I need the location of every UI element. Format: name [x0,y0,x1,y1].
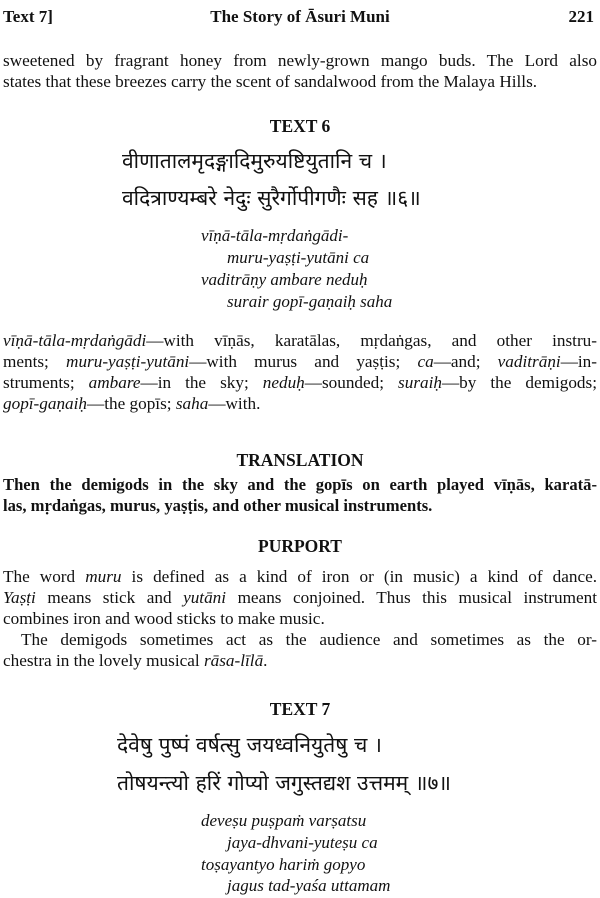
running-header-title: The Story of Āsuri Muni [210,7,390,26]
purport-fragment: is defined as a kind of iron or (in music) a kind of dance. [121,567,597,586]
purport-fragment: means stick and [35,588,184,607]
synonym-term: ca [417,352,434,371]
purport-line-3: combines iron and wood sticks to make music. [3,609,325,628]
text-7-translit-line-4: jagus tad-yaśa uttamam [227,876,391,895]
purport-line-5 [3,650,597,671]
synonym-definition: —in- [560,352,597,371]
purport-term: rāsa-līlā [203,651,264,670]
synonym-term: gopī-gaṇaiḥ [3,394,88,413]
synonym-definition: —with. [208,394,261,413]
purport-line-1 [3,566,597,587]
synonym-term: saha [175,394,209,413]
text-6-translit-line-3: vaditrāṇy ambare neduḥ [201,270,368,289]
synonym-term: vīṇā-tāla-mṛdaṅgādi [3,331,147,350]
translation-line-1: Then the demigods in the sky and the gopīs on earth played vīṇās, karatā- [3,475,597,494]
text-6-synonyms [3,330,597,414]
text-7-translit-line-2: jaya-dhvani-yuteṣu ca [227,833,378,852]
text-7-translit-line-3: toṣayantyo hariṁ gopyo [201,855,366,874]
purport-fragment: The word [3,567,86,586]
synonyms-line-1 [3,330,597,351]
synonym-definition: struments; [3,373,89,392]
synonym-term: vaditrāṇi [497,352,561,371]
purport-fragment: . [263,651,268,670]
text-6-devanagari-line-2: वदित्राण्यम्बरे नेदुः सुरैर्गोपीगणैः सह ॥६॥ [122,186,421,210]
translation-line-2: las, mṛdaṅgas, murus, yaṣṭis, and other musical instruments. [3,496,433,515]
translation-heading: TRANSLATION [236,450,364,470]
text-6-devanagari-line-1: वीणातालमृदङ्गादिमुरुयष्टियुतानि च । [122,149,387,173]
purport-line-4: The demigods sometimes act as the audience and sometimes as the or- [21,630,597,649]
text-7-devanagari-line-1: देवेषु पुष्पं वर्षत्सु जयध्वनियुतेषु च । [117,733,382,757]
synonym-definition: ments; [3,352,67,371]
intro-paragraph [3,50,597,92]
purport-fragment: chestra in the lovely musical [3,651,204,670]
synonym-term: muru-yaṣṭi-yutāni [66,352,190,371]
intro-line-1: sweetened by fragrant honey from newly-grown mango buds. The Lord also [3,51,597,70]
text-7-translit-line-1: deveṣu puṣpaṁ varṣatsu [201,811,367,830]
synonyms-line-3 [3,372,597,393]
purport-text [3,566,597,671]
text-7-heading: TEXT 7 [269,699,331,719]
purport-term: yutāni [183,588,227,607]
running-header-section: Text 7] [3,7,53,26]
purport-line-2 [3,587,597,608]
synonym-definition: —in the sky; [140,373,263,392]
synonym-term: neduḥ [262,373,305,392]
synonym-definition: —the gopīs; [87,394,176,413]
purport-fragment: means conjoined. Thus this musical instrument [226,588,597,607]
page-number: 221 [568,7,594,26]
text-7-devanagari-line-2: तोषयन्त्यो हरिं गोप्यो जगुस्तद्यश उत्तमम् ॥७॥ [117,771,451,795]
text-6-translit-line-4: surair gopī-gaṇaiḥ saha [227,292,393,311]
synonym-definition: —with vīṇās, karatālas, mṛdaṅgas, and other instru- [146,331,597,350]
text-6-translit-line-2: muru-yaṣṭi-yutāni ca [227,248,370,267]
synonym-term: suraiḥ [398,373,442,392]
synonym-definition: —with murus and yaṣṭis; [189,352,418,371]
intro-line-2: states that these breezes carry the scent of sandalwood from the Malaya Hills. [3,72,538,91]
purport-term: muru [85,567,122,586]
synonym-term: ambare [88,373,141,392]
synonym-definition: —and; [433,352,498,371]
text-6-translit-line-1: vīṇā-tāla-mṛdaṅgādi- [201,226,349,245]
synonyms-line-4 [3,393,597,414]
translation-text [3,474,597,516]
synonym-definition: —sounded; [304,373,399,392]
synonym-definition: —by the demigods; [441,373,597,392]
purport-heading: PURPORT [258,536,342,556]
purport-term: Yaṣṭi [3,588,36,607]
synonyms-line-2 [3,351,597,372]
text-6-heading: TEXT 6 [269,116,331,136]
